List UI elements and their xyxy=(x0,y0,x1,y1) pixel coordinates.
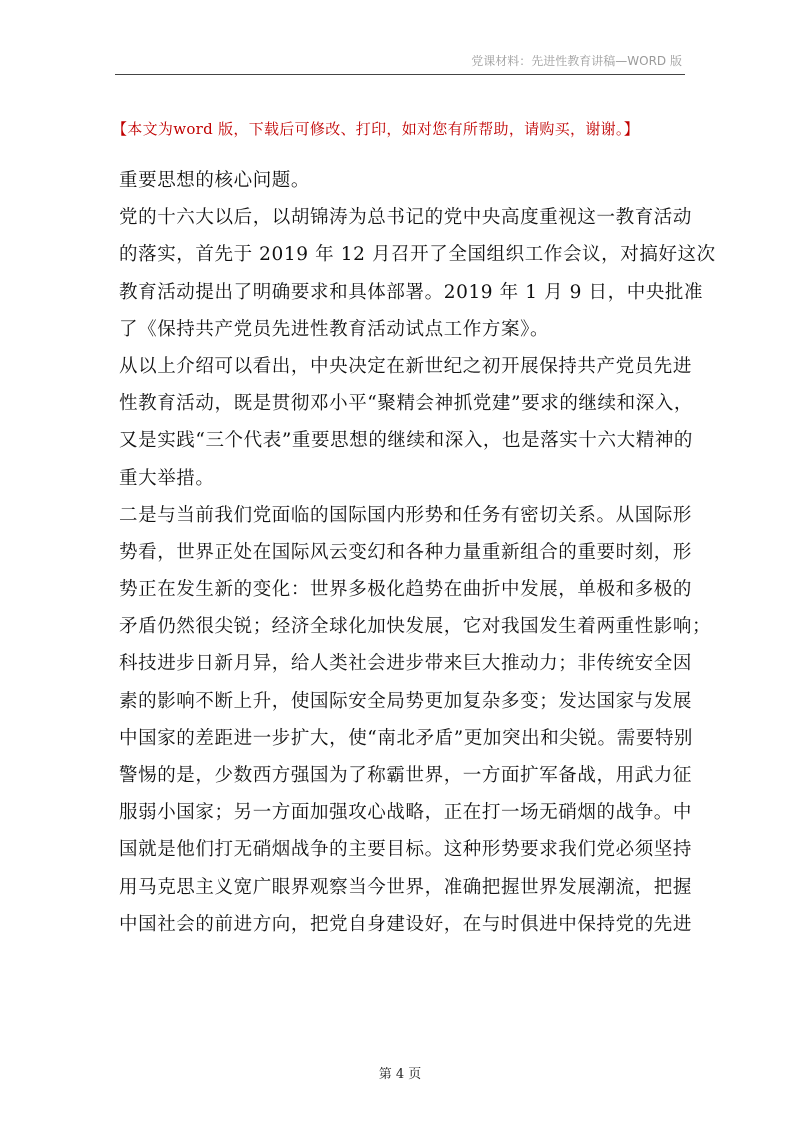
text-line: 国就是他们打无硝烟战争的主要目标。这种形势要求我们党必须坚持 xyxy=(119,839,693,861)
text-line: 的落实，首先于 2019 年 12 月召开了全国组织工作会议，对搞好这次 xyxy=(119,244,716,266)
text-line: 用马克思主义宽广眼界观察当今世界，准确把握世界发展潮流，把握 xyxy=(119,876,693,898)
text-line: 中国家的差距进一步扩大，使“南北矛盾”更加突出和尖锐。需要特别 xyxy=(119,727,694,749)
download-notice: 【本文为word 版，下载后可修改、打印，如对您有所帮助，请购买，谢谢。】 xyxy=(112,120,640,138)
text-line: 中国社会的前进方向，把党自身建设好，在与时俱进中保持党的先进 xyxy=(119,913,693,935)
text-line: 又是实践“三个代表”重要思想的继续和深入，也是落实十六大精神的 xyxy=(119,430,694,452)
text-line: 势看，世界正处在国际风云变幻和各种力量重新组合的重要时刻，形 xyxy=(119,541,693,563)
text-line: 教育活动提出了明确要求和具体部署。2019 年 1 月 9 日，中央批准 xyxy=(119,281,704,303)
paragraph xyxy=(119,162,685,199)
page-number: 第 4 页 xyxy=(378,1067,422,1082)
text-line: 服弱小国家；另一方面加强攻心战略，正在打一场无硝烟的战争。中 xyxy=(119,802,693,824)
text-line: 二是与当前我们党面临的国际国内形势和任务有密切关系。从国际形 xyxy=(119,504,693,526)
text-line: 党的十六大以后，以胡锦涛为总书记的党中央高度重视这一教育活动 xyxy=(119,207,693,229)
text-line: 了《保持共产党员先进性教育活动试点工作方案》。 xyxy=(119,318,550,340)
paragraph xyxy=(119,497,712,943)
text-line: 从以上介绍可以看出，中央决定在新世纪之初开展保持共产党员先进 xyxy=(119,355,693,377)
document-body xyxy=(119,162,716,943)
text-line: 性教育活动，既是贯彻邓小平“聚精会神抓党建”要求的继续和深入， xyxy=(119,393,694,415)
header-divider xyxy=(115,74,685,75)
text-line: 势正在发生新的变化：世界多极化趋势在曲折中发展，单极和多极的 xyxy=(119,579,693,601)
text-line: 科技进步日新月异，给人类社会进步带来巨大推动力；非传统安全因 xyxy=(119,653,693,675)
text-line: 矛盾仍然很尖锐；经济全球化加快发展，它对我国发生着两重性影响； xyxy=(119,616,712,638)
paragraph xyxy=(119,348,694,497)
text-line: 素的影响不断上升，使国际安全局势更加复杂多变；发达国家与发展 xyxy=(119,690,693,712)
text-line: 重要思想的核心问题。 xyxy=(119,170,311,191)
text-line: 重大举措。 xyxy=(119,467,215,489)
paragraph xyxy=(119,199,716,348)
running-header: 党课材料：先进性教育讲稿—WORD 版 xyxy=(471,54,682,68)
text-line: 警惕的是，少数西方强国为了称霸世界，一方面扩军备战，用武力征 xyxy=(119,765,693,786)
